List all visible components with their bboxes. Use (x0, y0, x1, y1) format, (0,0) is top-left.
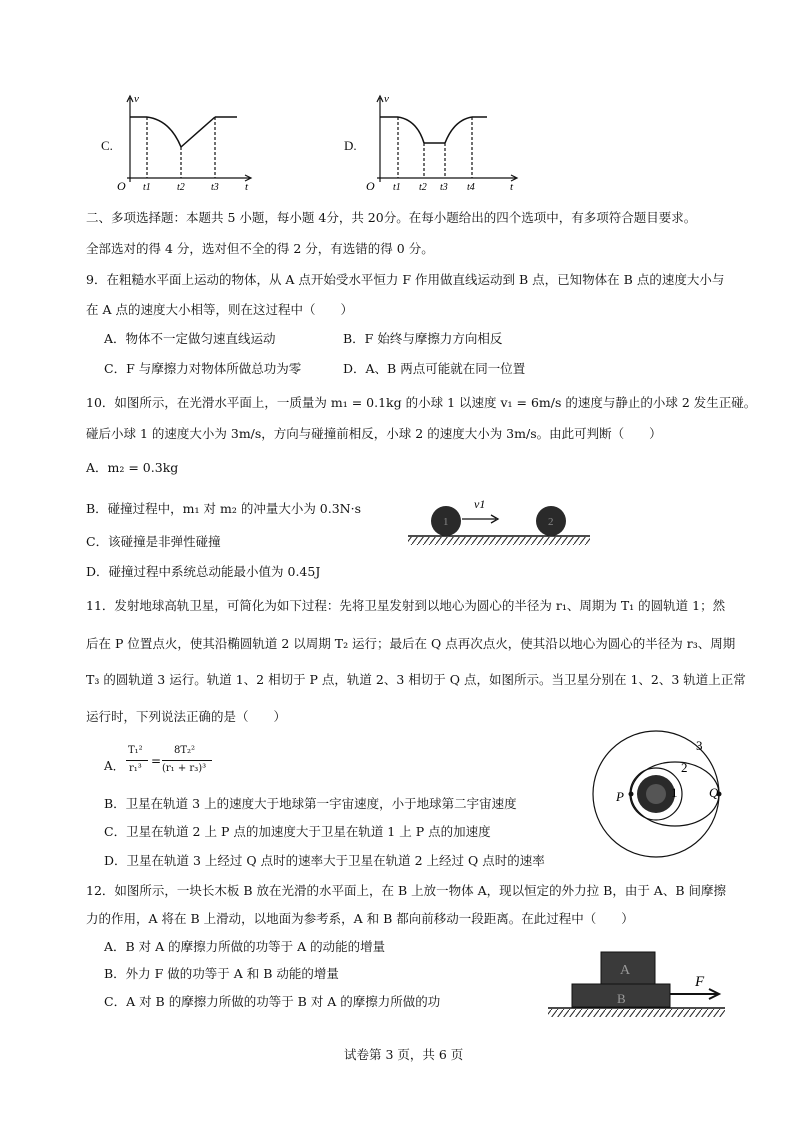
q9-option-b: B．F 始终与摩擦力方向相反 (343, 331, 503, 346)
q11-line4: 运行时，下列说法正确的是（ ） (86, 709, 287, 724)
q11-a-lhs-num: T₁² (128, 745, 143, 756)
graph-c-tick-3: t3 (211, 182, 219, 193)
ball-2-label: 2 (548, 516, 554, 528)
q9-line2: 在 A 点的速度大小相等，则在这过程中（ ） (86, 302, 353, 317)
graph-d-x-label: t (510, 181, 514, 193)
graph-c (115, 90, 255, 195)
block-a-label: A (620, 963, 631, 978)
q10-option-c: C．该碰撞是非弹性碰撞 (86, 534, 221, 549)
q11-orbit-figure (580, 730, 760, 870)
q9-option-c: C．F 与摩擦力对物体所做总功为零 (104, 361, 302, 376)
option-d-label: D. (344, 138, 357, 153)
q9-option-d: D．A、B 两点可能就在同一位置 (343, 361, 526, 376)
q11-a-rhs-bar (162, 760, 212, 761)
section2-line1: 二、多项选择题：本题共 5 小题，每小题 4分，共 20分。在每小题给出的四个选项中，有多项符合题目要求。 (86, 210, 697, 225)
orbit-1-label: 1 (671, 785, 678, 800)
graph-c-x-label: t (245, 181, 249, 193)
q12-line2: 力的作用，A 将在 B 上滑动，以地面为参考系，A 和 B 都向前移动一段距离。在此过程中（ ） (86, 911, 634, 926)
point-p-label: P (616, 789, 624, 804)
q11-a-equals: = (151, 754, 162, 768)
orbit-2-label: 2 (681, 760, 688, 775)
graph-d-origin: O (366, 179, 375, 193)
q11-option-a-prefix: A． (104, 759, 125, 773)
option-c-label: C. (101, 138, 113, 153)
q10-option-b: B．碰撞过程中，m₁ 对 m₂ 的冲量大小为 0.3N·s (86, 501, 362, 516)
graph-c-tick-2: t2 (177, 182, 185, 193)
q12-option-c: C．A 对 B 的摩擦力所做的功等于 B 对 A 的摩擦力所做的功 (104, 994, 441, 1009)
q12-option-a: A．B 对 A 的摩擦力所做的功等于 A 的动能的增量 (104, 939, 386, 954)
q11-line2: 后在 P 位置点火，使其沿椭圆轨道 2 以周期 T₂ 运行；最后在 Q 点再次点火，使其沿以地心为圆心的半径为 r₃、周期 (86, 636, 736, 651)
q11-option-b: B．卫星在轨道 3 上的速度大于地球第一宇宙速度，小于地球第二宇宙速度 (104, 796, 517, 811)
point-q-label: Q (709, 785, 719, 800)
force-label: F (695, 974, 705, 990)
q11-option-d: D．卫星在轨道 3 上经过 Q 点时的速率大于卫星在轨道 2 上经过 Q 点时的速率 (104, 853, 545, 868)
section2-line2: 全部选对的得 4 分，选对但不全的得 2 分，有选错的得 0 分。 (86, 241, 434, 256)
graph-d-y-label: v (384, 93, 389, 105)
graph-d-tick-2: t2 (419, 182, 427, 193)
page-footer: 试卷第 3 页，共 6 页 (344, 1047, 464, 1062)
q9-option-a: A．物体不一定做匀速直线运动 (104, 331, 276, 346)
q11-a-rhs-num: 8T₂² (174, 745, 196, 756)
graph-d-tick-1: t1 (393, 182, 401, 193)
q10-option-d: D．碰撞过程中系统总动能最小值为 0.45J (86, 564, 321, 579)
graph-c-origin: O (117, 179, 126, 193)
orbit-3-label: 3 (696, 738, 703, 753)
q11-line3: T₃ 的圆轨道 3 运行。轨道 1、2 相切于 P 点，轨道 2、3 相切于 Q 点，如图所示。当卫星分别在 1、2、3 轨道上正常 (86, 672, 746, 687)
q11-a-lhs-bar (126, 760, 148, 761)
q11-option-c: C．卫星在轨道 2 上 P 点的加速度大于卫星在轨道 1 上 P 点的加速度 (104, 824, 491, 839)
graph-d-tick-3: t3 (440, 182, 448, 193)
q10-collision-figure (400, 488, 600, 548)
graph-d-tick-4: t4 (467, 182, 475, 193)
q12-option-b: B．外力 F 做的功等于 A 和 B 动能的增量 (104, 966, 339, 981)
graph-d (362, 90, 522, 195)
q10-line2: 碰后小球 1 的速度大小为 3m/s，方向与碰撞前相反，小球 2 的速度大小为 3m/s。由此可判断（ ） (86, 426, 662, 441)
q9-line1: 9．在粗糙水平面上运动的物体，从 A 点开始受水平恒力 F 作用做直线运动到 B 点，已知物体在 B 点的速度大小与 (86, 272, 725, 287)
q11-line1: 11．发射地球高轨卫星，可简化为如下过程：先将卫星发射到以地心为圆心的半径为 r₁、周期为 T₁ 的圆轨道 1；然 (86, 598, 726, 613)
q11-a-lhs-den: r₁³ (129, 763, 142, 774)
q11-option-a (104, 743, 234, 783)
q10-option-a: A．m₂ = 0.3kg (86, 460, 179, 475)
q12-block-figure (545, 938, 735, 1018)
q10-line1: 10．如图所示，在光滑水平面上，一质量为 m₁ = 0.1kg 的小球 1 以速度 v₁ = 6m/s 的速度与静止的小球 2 发生正碰。 (86, 395, 757, 410)
graph-c-tick-1: t1 (143, 182, 151, 193)
graph-c-y-label: v (134, 93, 139, 105)
q11-a-rhs-den: (r₁ + r₃)³ (162, 763, 207, 774)
q12-line1: 12．如图所示，一块长木板 B 放在光滑的水平面上，在 B 上放一物体 A，现以恒定的外力拉 B，由于 A、B 间摩擦 (86, 883, 726, 898)
velocity-label: v1 (474, 497, 486, 511)
ball-1-label: 1 (443, 516, 449, 528)
block-b-label: B (617, 991, 626, 1006)
